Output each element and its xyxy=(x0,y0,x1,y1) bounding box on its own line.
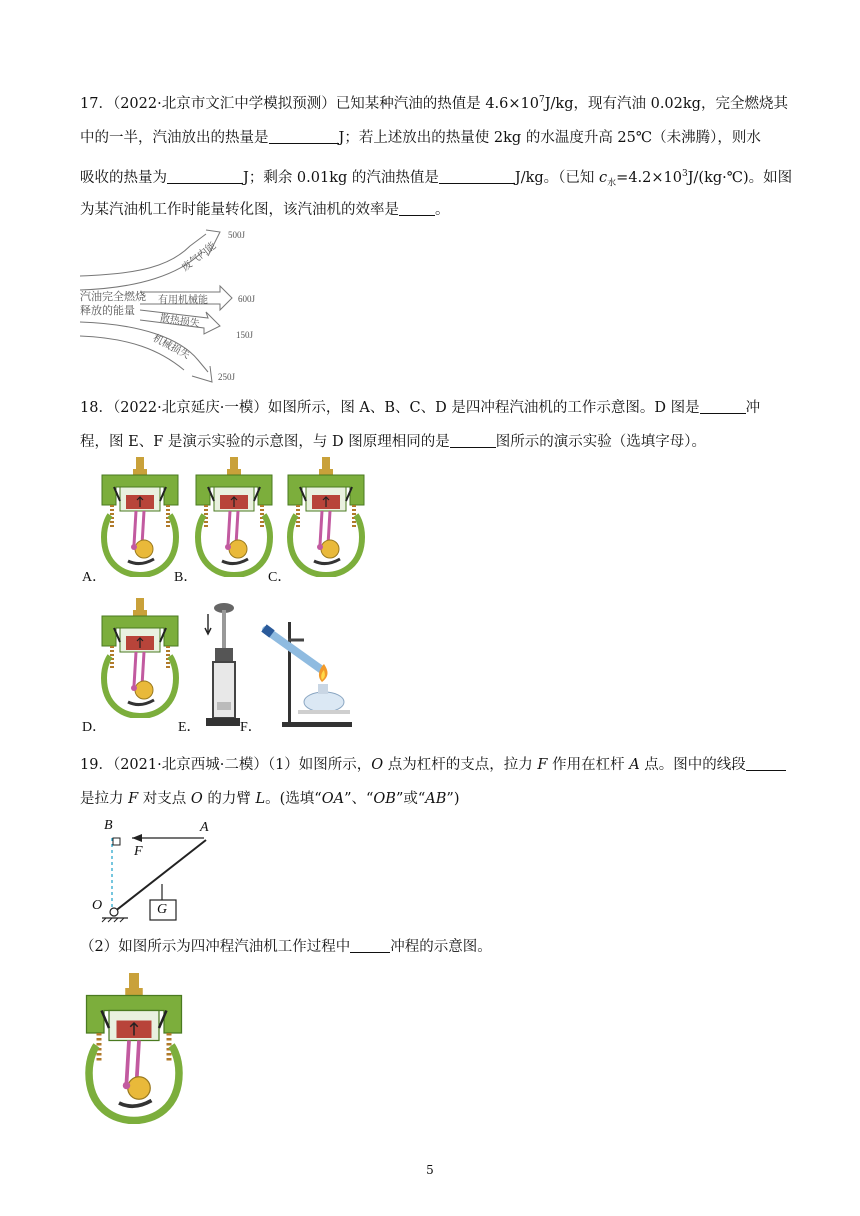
engine-figure-b xyxy=(194,457,274,577)
q19-line-1: 19．（2021·北京西城·二模）（1）如图所示，O 点为杠杆的支点，拉力 F 作用在杠杆 A 点。图中的线段 xyxy=(80,755,786,775)
arrow4-value: 250J xyxy=(218,372,236,382)
lever-label-b: B xyxy=(104,818,113,833)
label-a: A． xyxy=(82,570,107,585)
answer-blank[interactable] xyxy=(399,201,435,216)
engine-figure-q19 xyxy=(84,972,184,1124)
answer-blank[interactable] xyxy=(269,129,339,144)
lever-label-f: F xyxy=(134,844,143,859)
q17-line-3: 吸收的热量为 J；剩余 0.01kg 的汽油热值是 J/kg。（已知 $c_水=4.2\times 10^3J/(kg\cdot℃)$。如图 xyxy=(80,169,793,189)
arrow1-label: 废气内能 xyxy=(180,240,219,274)
q18-line-2: 程，图 E、F 是演示实验的示意图，与 D 图原理相同的是 图所示的演示实验（选填字母）。 xyxy=(80,434,706,450)
label-c: C． xyxy=(268,570,292,585)
figure-e-air-compression xyxy=(200,602,240,728)
arrow3-label: 散热损失 xyxy=(159,313,201,330)
answer-blank[interactable] xyxy=(439,169,515,184)
q19-part2: （2）如图所示为四冲程汽油机工作过程中 冲程的示意图。 xyxy=(80,939,492,955)
arrow2-value: 600J xyxy=(238,294,256,304)
label-b: B． xyxy=(174,570,198,585)
lever-label-a: A xyxy=(200,820,209,835)
figure-f-test-tube-heating xyxy=(258,612,358,728)
answer-blank[interactable] xyxy=(746,756,786,771)
answer-blank[interactable] xyxy=(167,169,243,184)
engine-figure-a xyxy=(100,457,180,577)
q19-line-2: 是拉力 F 对支点 O 的力臂 L。(选填“OA”、“OB”或“AB”) xyxy=(80,791,460,807)
page-number: 5 xyxy=(426,1163,434,1177)
arrow2-label: 有用机械能 xyxy=(158,295,208,306)
q18-line-1: 18．（2022·北京延庆·一模）如图所示，图 A、B、C、D 是四冲程汽油机的工作示意图。D 图是 冲 xyxy=(80,400,761,416)
label-d: D． xyxy=(82,720,107,735)
label-f: F． xyxy=(240,720,262,735)
arrow3-value: 150J xyxy=(236,330,254,340)
energy-flow-diagram xyxy=(80,226,260,386)
source-label-2: 释放的能量 xyxy=(80,305,135,317)
engine-figure-c xyxy=(286,457,366,577)
q17-line-4: 为某汽油机工作时能量转化图，该汽油机的效率是 。 xyxy=(80,202,450,218)
q17-line-2: 中的一半，汽油放出的热量是 J；若上述放出的热量使 2kg 的水温度升高 25℃（未沸腾），则水 xyxy=(80,130,761,146)
q17-line-1: 17．（2022·北京市文汇中学模拟预测）已知某种汽油的热值是 $4.6\times 10^7J/kg$，现有汽油 0.02kg，完全燃烧其 xyxy=(80,95,788,112)
arrow1-value: 500J xyxy=(228,230,246,240)
source-label-1: 汽油完全燃烧 xyxy=(80,291,146,303)
lever-label-o: O xyxy=(92,898,103,913)
engine-figure-d xyxy=(100,598,180,718)
lever-label-g: G xyxy=(157,902,168,917)
label-e: E． xyxy=(178,720,201,735)
answer-blank[interactable] xyxy=(350,938,390,953)
answer-blank[interactable] xyxy=(700,399,746,414)
lever-diagram xyxy=(84,818,224,924)
arrow4-label: 机械损失 xyxy=(150,333,192,362)
answer-blank[interactable] xyxy=(450,433,496,448)
